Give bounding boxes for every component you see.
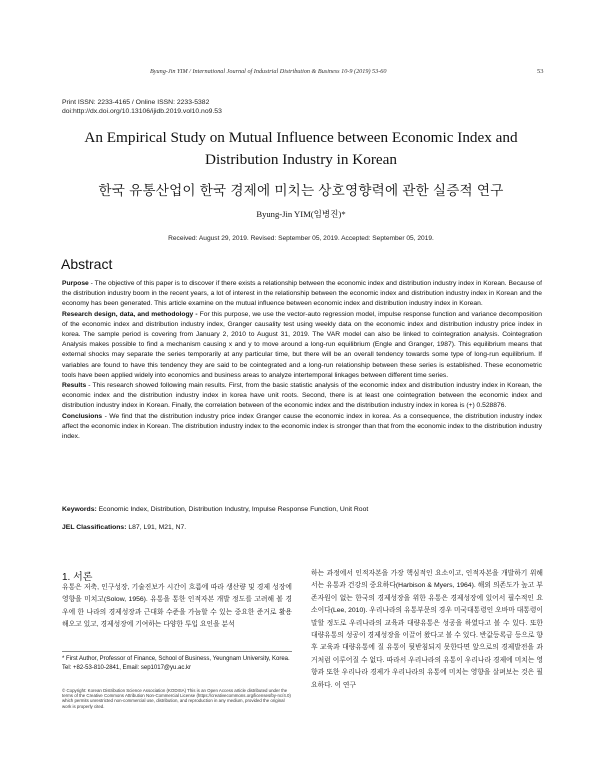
jel-label: JEL Classifications: [62,524,127,531]
keywords-line [62,506,542,513]
abstract-conclusions [62,412,542,443]
abstract-heading: Abstract [61,256,113,272]
results-label: Results [62,382,87,390]
abstract-method [62,310,542,381]
jel-text: L87, L91, M21, N7. [126,524,187,531]
running-header: Byung-Jin YIM / International Journal of Industrial Distribution & Business 10-9 (2019) 53-60 [150,68,387,75]
keywords-text: Economic Index, Distribution, Distribution Industry, Impulse Response Function, Unit Root [96,506,369,513]
results-text: - This research showed following main results. First, from the basic statistic analysis of the economic index and distribution industry index in Korean, the economic index and the distribution industry index in korea have unit roots. Second, there is at least one cointegration between the economic index and distribution industry index in Korean. Finally, the correlation between of the economic index and the distribution industry index in korea is (+) 0.528876. [62,382,542,410]
paper-title-korean: 한국 유통산업이 한국 경제에 미치는 상호영향력에 관한 실증적 연구 [98,183,504,198]
author-line: Byung-Jin YIM(임병진)* [256,209,346,219]
footnote-divider [62,651,292,652]
jel-line [62,524,542,531]
conclusions-text: - We find that the distribution industry price index Granger cause the economic index in korea. As a consequence, the distribution industry index affect the economic index in Korean. The distribution industry index to the economic index is stronger than that from the economic index to the distribution industry index. [62,412,542,441]
abstract-body [62,279,542,442]
received-dates: Received: August 29, 2019. Revised: September 05, 2019. Accepted: September 05, 2019. [168,235,434,242]
author-footnote: * First Author, Professor of Finance, School of Business, Yeungnam University, Korea. Tel: +82-53-810-2841, Email: sep1017@yu.ac.kr [62,656,290,671]
issn-line: Print ISSN: 2233-4165 / Online ISSN: 2233-5382 [62,99,210,106]
left-column-paragraph: 유통은 저축, 인구성장, 기술진보가 시간이 흐름에 따라 생산량 및 경제 성장에 영향을 미치고(Solow, 1956). 유통을 통한 인적자본 개발 정도를 고려해 볼 경우에 한 나라의 경제성장과 근대화 수준을 가늠할 수 있는 중요한 준거로 활용해오고 있고, 경제성장에 기여하는 다양한 투입 요인을 분석 [62,584,292,629]
keywords-label: Keywords: [62,506,97,513]
method-label: Research design, data, and methodology - [62,310,198,318]
doi-line: doi:http://dx.doi.org/10.13106/ijidb.2019.vol10.no9.53 [62,108,222,115]
section-heading: 1. 서론 [62,572,93,583]
abstract-purpose [62,279,542,310]
conclusions-label: Conclusions [62,412,103,420]
page-number: 53 [537,68,544,75]
copyright-notice: © Copyright: Korean Distribution Science Association (KODISA) This is an Open Access article distributed under the terms of the Creative Commons Attribution Non-Commercial License (https://creativecommons.org/licenses/by-nc/4.0) which permits unrestricted non-commercial use, distribution, and reproduction in any medium, provided the original work is properly cited. [62,688,291,709]
purpose-text: - The objective of this paper is to discover if there exists a relationship between the economic index and distribution industry index in Korean. Because of the distribution industry boom in the recent years, a lot of interest in the relationship between the economic index and distribution industry index in Korean and the economy has been generated. This article examine on the mutual influence between economic index and distribution industry index in Korean. [62,280,542,308]
right-column-paragraph: 하는 과정에서 인적자본을 가장 핵심적인 요소이고, 인적자본을 개발하기 위해서는 유통과 건강의 중요하다(Harbison & Myers, 1964). 해외 의존도가 높고 부존자원이 없는 한국의 경제성장을 위한 유통은 경제성장에 있어서 필수적인 요소이다(Lee, 2010). 우리나라의 유통부문의 경우 미국대통령인 오바마 대통령이 말할 정도로 우리나라의 교육과 대량유통은 성공을 하였다고 볼 수 있다. 또한 대량유통의 성공이 경제성장을 이끌어 왔다고 볼 수 있다. 반값등록금 등으로 향후 교육과 대량유통에 질 유통이 뒷받침되지 못한다면 앞으로의 경제발전을 과거처럼 이루어질 수 없다. 따라서 우리나라의 유통이 우리나라 경제에 미치는 영향과 또한 우리나라 경제가 우리나라의 유통에 미치는 영향을 살펴보는 것은 필요하다. 이 연구 [311,570,543,689]
abstract-results [62,381,542,412]
purpose-label: Purpose [62,280,89,287]
method-text: For this purpose, we use the vector-auto regression model, impulse response function and variance decomposition of the economic index and distribution industry index, Granger causality test using weekly data on the economic index and distribution industry price index in korea. The sample period is covering from January 2, 2010 to August 31, 2019. The VAR model can also be linked to cointegration analysis. Cointegration Analysis makes possible to find a mechanism causing x and y to move around a long-run equilibrium (Engle and Granger, 1987). This equilibrium means that external shocks may separate the series temporarily at any particular time, but there will be an overall tendency towards some type of long-run equilibrium. If variables are found to have this tendency they are said to be cointegrated and a long-run relationship between these series is established. These econometric tools have been applied widely into economics and business areas to analyze intertemporal linkages between different time series. [62,310,542,379]
paper-title-english: An Empirical Study on Mutual Influence between Economic Index and Distribution Industry in Korean [84,129,518,168]
publication-info [62,98,222,116]
